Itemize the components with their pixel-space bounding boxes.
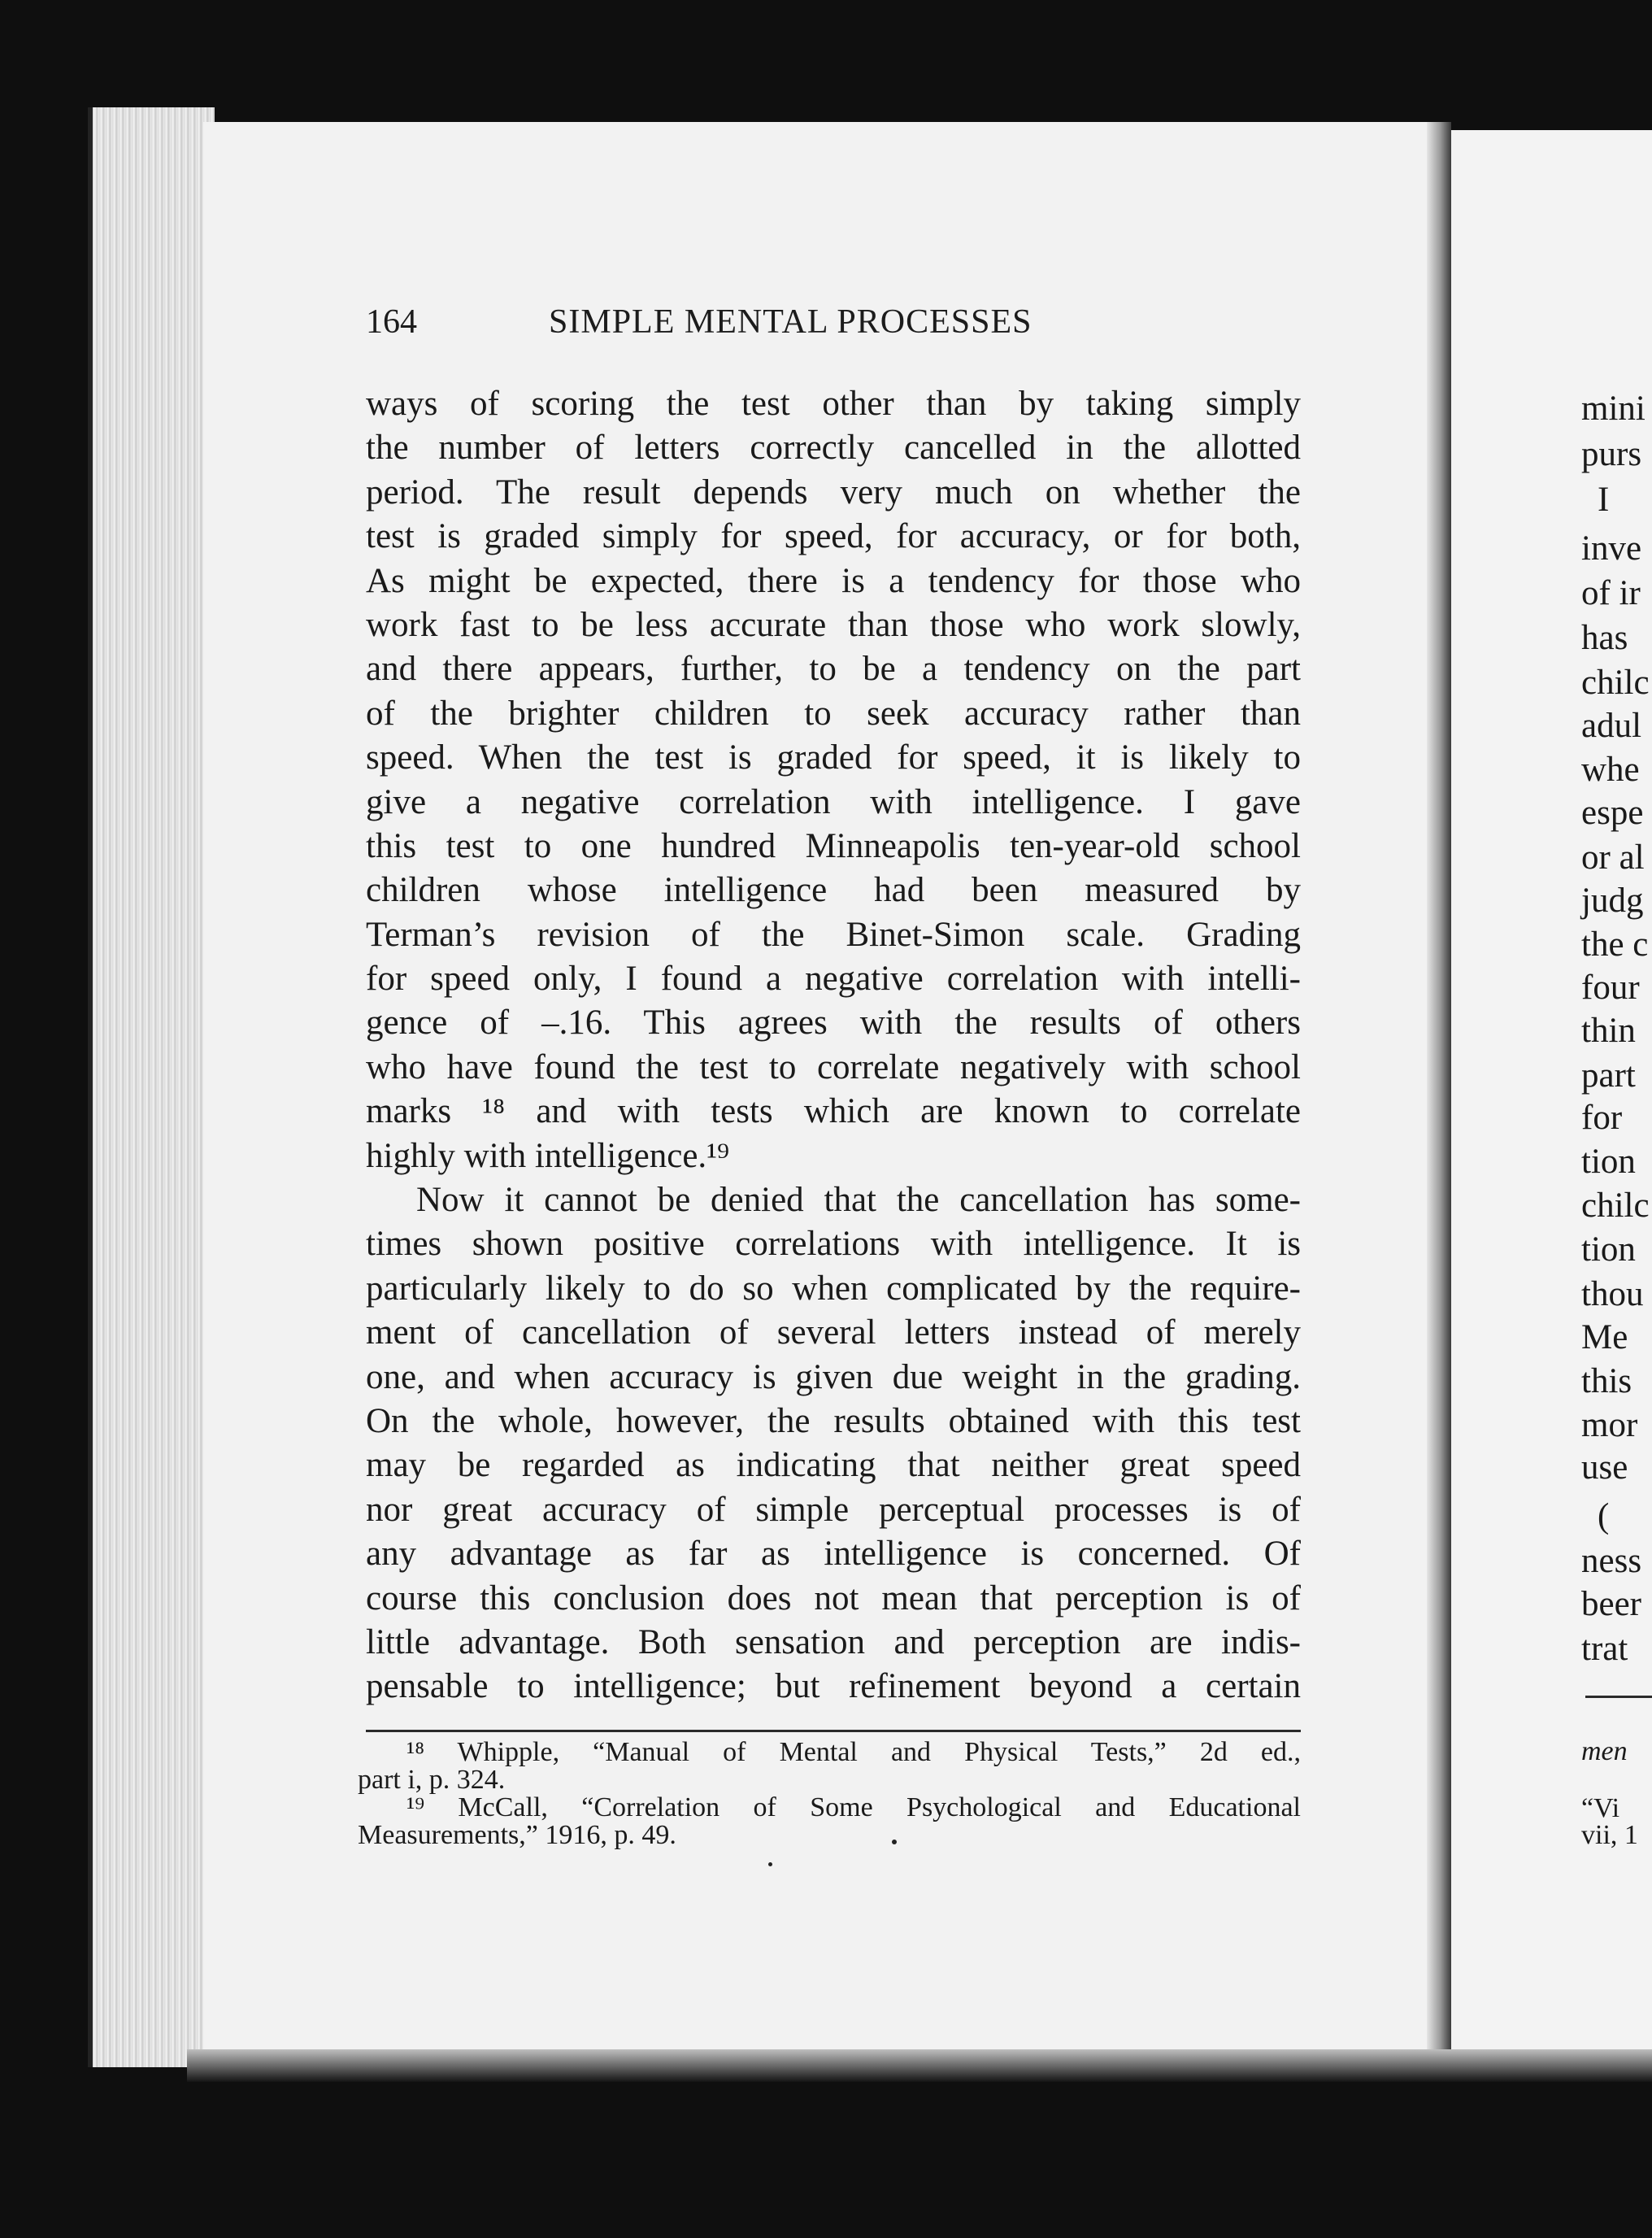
print-speck: [892, 1840, 897, 1844]
text-line: may be regarded as indicating that neither great speed: [366, 1446, 1301, 1485]
text-line: highly with intelligence.¹⁹: [366, 1136, 730, 1175]
text-line: give a negative correlation with intelligence. I gave: [366, 782, 1301, 821]
right-page-line: thin: [1581, 1012, 1636, 1050]
right-footnote-rule: [1585, 1696, 1652, 1698]
right-page-line: part: [1581, 1056, 1636, 1095]
right-page-line: this: [1581, 1362, 1632, 1400]
right-page-line: purs: [1581, 435, 1642, 473]
text-line: children whose intelligence had been measured by: [366, 871, 1301, 910]
text-line: Terman’s revision of the Binet-Simon scale. Grading: [366, 915, 1301, 954]
right-page-footnote-line: “Vi: [1581, 1793, 1620, 1823]
right-page-line: whe: [1581, 751, 1640, 789]
text-line: who have found the test to correlate negatively with school: [366, 1047, 1301, 1086]
right-page-line: tion: [1581, 1143, 1636, 1181]
right-page-line: judg: [1581, 882, 1644, 920]
footnote-rule: [366, 1730, 1301, 1732]
footnotes: [358, 1739, 1301, 1849]
book-bottom-edge: [187, 2049, 1652, 2082]
right-page-line: the c: [1581, 925, 1649, 964]
right-page-line: chilc: [1581, 1186, 1650, 1225]
right-page-line: (: [1598, 1497, 1610, 1535]
text-line: any advantage as far as intelligence is concerned. Of: [366, 1535, 1301, 1574]
text-line: particularly likely to do so when complicated by the require-: [366, 1269, 1301, 1308]
right-page-line: I: [1598, 481, 1610, 519]
text-line: ment of cancellation of several letters instead of merely: [366, 1313, 1301, 1352]
text-line: speed. When the test is graded for speed, it is likely to: [366, 738, 1301, 777]
text-line: course this conclusion does not mean that perception is of: [366, 1578, 1301, 1618]
print-speck: [768, 1862, 772, 1866]
right-page-line: inve: [1581, 529, 1642, 568]
text-line: period. The result depends very much on whether the: [366, 472, 1301, 512]
page-edges: [88, 107, 215, 2067]
text-line: of the brighter children to seek accuracy rather than: [366, 694, 1301, 733]
text-line: gence of –.16. This agrees with the results of others: [366, 1004, 1301, 1043]
text-line: and there appears, further, to be a tendency on the part: [366, 650, 1301, 689]
body-text: [366, 382, 1301, 1709]
right-page-footnote-line: men: [1581, 1736, 1628, 1766]
text-line: work fast to be less accurate than those who work slowly,: [366, 605, 1301, 644]
right-page-line: mor: [1581, 1406, 1638, 1444]
footnote-line: ¹⁹ McCall, “Correlation of Some Psychological and Educational: [406, 1794, 1301, 1822]
right-page-line: thou: [1581, 1275, 1644, 1313]
right-page-line: four: [1581, 969, 1640, 1007]
footnote-line: Measurements,” 1916, p. 49.: [358, 1822, 676, 1849]
text-line: ways of scoring the test other than by taking simply: [366, 385, 1301, 423]
text-line: this test to one hundred Minneapolis ten-year-old school: [366, 826, 1301, 865]
right-page-line: espe: [1581, 794, 1644, 832]
text-line: little advantage. Both sensation and perception are indis-: [366, 1622, 1301, 1661]
right-page-line: adul: [1581, 707, 1642, 745]
running-head: [366, 303, 1301, 351]
footnote-line: ¹⁸ Whipple, “Manual of Mental and Physical Tests,” 2d ed.,: [406, 1739, 1301, 1766]
right-page-line: of ir: [1581, 574, 1641, 612]
right-page-line: use: [1581, 1448, 1628, 1487]
text-line: pensable to intelligence; but refinement beyond a certain: [366, 1667, 1301, 1706]
text-line: one, and when accuracy is given due weight in the grading.: [366, 1357, 1301, 1396]
right-page-line: for: [1581, 1099, 1623, 1137]
right-page-line: or al: [1581, 838, 1645, 877]
footnote-line: part i, p. 324.: [358, 1766, 506, 1794]
page-number: 164: [366, 303, 417, 341]
text-line: for speed only, I found a negative correlation with intelli-: [366, 960, 1301, 999]
text-line: times shown positive correlations with intelligence. It is: [366, 1225, 1301, 1264]
text-line: the number of letters correctly cancelled in the allotted: [366, 429, 1301, 468]
book-gutter: [1427, 122, 1451, 2057]
text-line: As might be expected, there is a tendency for those who: [366, 561, 1301, 600]
text-line: test is graded simply for speed, for accuracy, or for both,: [366, 517, 1301, 556]
right-page-line: has: [1581, 619, 1628, 657]
right-page-line: Me: [1581, 1318, 1628, 1356]
right-page-line: mini: [1581, 390, 1645, 428]
right-page-footnote-line: vii, 1: [1581, 1820, 1638, 1850]
right-page-line: chilc: [1581, 664, 1650, 702]
right-page-line: beer: [1581, 1585, 1641, 1623]
text-line: marks ¹⁸ and with tests which are known to correlate: [366, 1092, 1301, 1131]
running-title: SIMPLE MENTAL PROCESSES: [549, 303, 1032, 341]
text-line: Now it cannot be denied that the cancellation has some-: [416, 1181, 1301, 1220]
right-page-line: tion: [1581, 1230, 1636, 1269]
text-line: nor great accuracy of simple perceptual processes is of: [366, 1490, 1301, 1529]
right-page-line: trat: [1581, 1630, 1628, 1668]
right-page-line: ness: [1581, 1542, 1642, 1580]
text-line: On the whole, however, the results obtained with this test: [366, 1401, 1301, 1440]
